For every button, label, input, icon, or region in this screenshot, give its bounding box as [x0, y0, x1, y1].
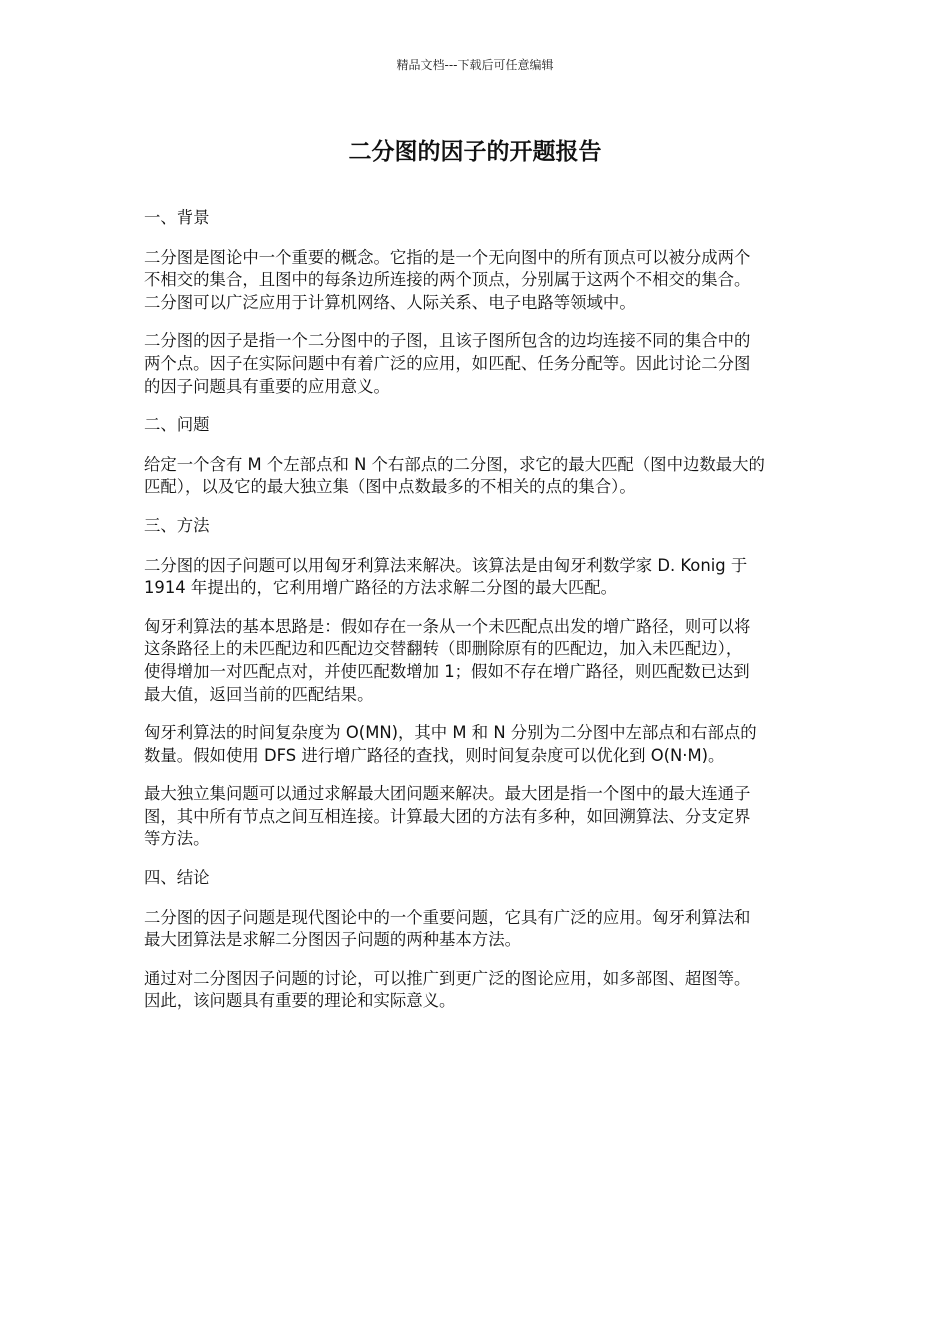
paragraph-method-1: 二分图的因子问题可以用匈牙利算法来解决。该算法是由匈牙利数学家 D. Konig 于 1914 年提出的，它利用增广路径的方法求解二分图的最大匹配。 — [144, 555, 748, 598]
paragraph-method-2: 匈牙利算法的基本思路是：假如存在一条从一个未匹配点出发的增广路径，则可以将 这条路径上的未匹配边和匹配边交替翻转（即删除原有的匹配边，加入未匹配边）， 使得增加一对匹配点对，并使匹配数增加 1；假如不存在增广路径，则匹配数已达到 最大值，返回当前的匹配结果。 — [144, 616, 751, 704]
paragraph-method-4: 最大独立集问题可以通过求解最大团问题来解决。最大团是指一个图中的最大连通子 图，其中所有节点之间互相连接。计算最大团的方法有多种，如回溯算法、分支定界 等方法。 — [144, 784, 751, 849]
document-title: 二分图的因子的开题报告 — [348, 139, 602, 165]
paragraph-problem-1: 给定一个含有 M 个左部点和 N 个右部点的二分图，求它的最大匹配（图中边数最大的 匹配），以及它的最大独立集（图中点数最多的不相关的点的集合）。 — [144, 454, 765, 497]
paragraph-conclusion-2: 通过对二分图因子问题的讨论，可以推广到更广泛的图论应用，如多部图、超图等。 因此，该问题具有重要的理论和实际意义。 — [144, 968, 751, 1011]
paragraph-background-2: 二分图的因子是指一个二分图中的子图，且该子图所包含的边均连接不同的集合中的 两个点。因子在实际问题中有着广泛的应用，如匹配、任务分配等。因此讨论二分图 的因子问题具有重要的应用意义。 — [144, 331, 751, 396]
section-heading-method: 三、方法 — [144, 515, 210, 535]
paragraph-conclusion-1: 二分图的因子问题是现代图论中的一个重要问题，它具有广泛的应用。匈牙利算法和 最大团算法是求解二分图因子问题的两种基本方法。 — [144, 907, 751, 950]
paragraph-background-1: 二分图是图论中一个重要的概念。它指的是一个无向图中的所有顶点可以被分成两个 不相交的集合，且图中的每条边所连接的两个顶点，分别属于这两个不相交的集合。 二分图可以广泛应用于计算机网络、人际关系、电子电路等领域中。 — [144, 247, 751, 312]
paragraph-method-3: 匈牙利算法的时间复杂度为 O(MN)，其中 M 和 N 分别为二分图中左部点和右部点的 数量。假如使用 DFS 进行增广路径的查找，则时间复杂度可以优化到 O(N·M)。 — [144, 723, 757, 765]
section-heading-problem: 二、问题 — [144, 415, 210, 435]
section-heading-conclusion: 四、结论 — [144, 868, 210, 888]
page-header: 精品文档---下载后可任意编辑 — [396, 58, 554, 72]
section-heading-background: 一、背景 — [144, 208, 210, 227]
document-body — [144, 207, 806, 1029]
